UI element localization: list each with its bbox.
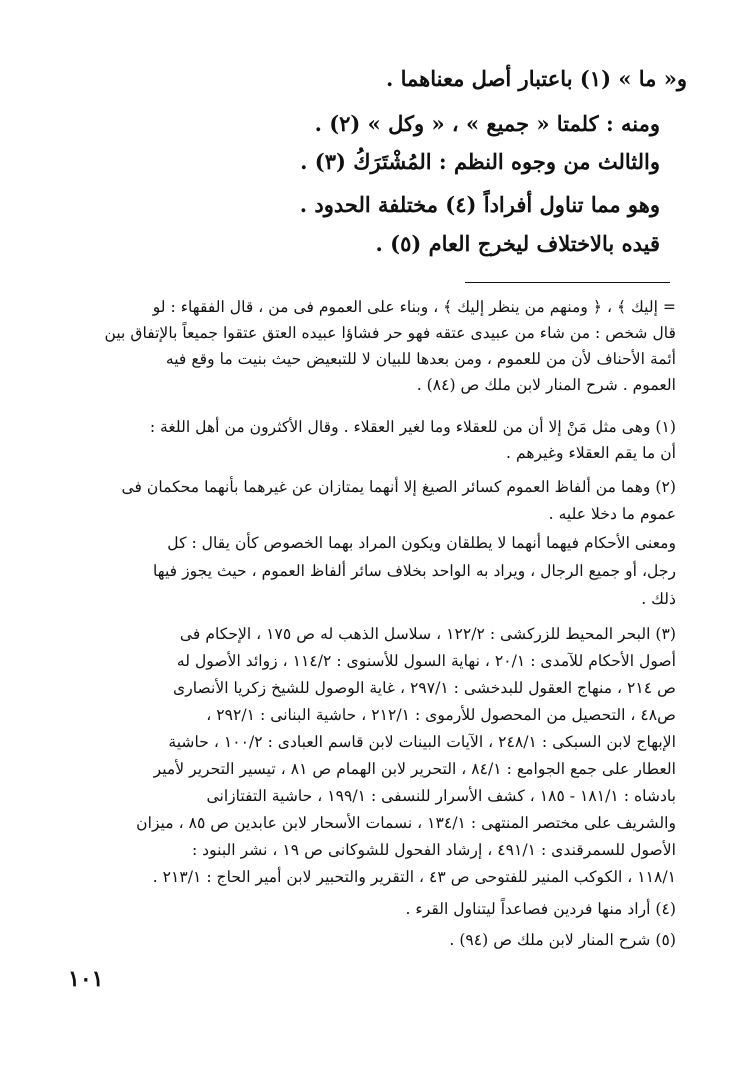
main-text-line-5: قيده بالاختلاف ليخرج العام (٥) . <box>375 231 660 256</box>
footnote-line: بادشاه : ١٨١/١ - ١٨٥ ، كشف الأسرار للنسفى : ١٩٩/١ ، حاشية التفتازانى <box>206 787 676 805</box>
footnote-line: الأصول للسمرقندى : ٤٩١/١ ، إرشاد الفحول للشوكانى ص ١٩ ، نشر البنود : <box>191 841 676 859</box>
main-text-line-3: والثالث من وجوه النظم : المُشْتَرَكُ (٣) . <box>300 149 660 174</box>
footnote-line: والشريف على مختصر المنتهى : ١٣٤/١ ، نسمات الأسحار لابن عابدين ص ٨٥ ، ميزان <box>136 814 676 832</box>
footnote-line: (٢) وهما من ألفاظ العموم كسائر الصيغ إلا أنهما يمتازان عن غيرهما بأنهما محكمان فى <box>121 478 676 496</box>
footnote-line: الإبهاج لابن السبكى : ٢٤٨/١ ، الآيات البينات لابن قاسم العبادى : ١٠٠/٢ ، حاشية <box>168 733 676 751</box>
footnote-line: (٤) أراد منها فردين فصاعداً ليتناول القرء . <box>405 900 676 918</box>
main-text-line-4: وهو مما تناول أفراداً (٤) مختلفة الحدود . <box>299 192 660 217</box>
footnote-line: ص ٢١٤ ، منهاج العقول للبدخشى : ٢٩٧/١ ، غاية الوصول للشيخ زكريا الأنصارى <box>172 679 676 697</box>
footnote-line: (١) وهى مثل مَنْ إلا أن من للعقلاء وما لغير العقلاء . وقال الأكثرون من أهل اللغة : <box>149 418 676 436</box>
main-text-line-2: ومنه : كلمتا « جميع » ، « وكل » (٢) . <box>314 111 660 136</box>
footnote-line: ص٤٨ ، التحصيل من المحصول للأرموى : ٢١٢/١ ، حاشية البنانى : ٢٩٢/١ ، <box>206 706 676 724</box>
footnote-line: قال شخص : من شاء من عبيدى عتقه فهو حر فشاؤا عبيده العتق عتقوا جميعاً بالإتفاق بين <box>104 324 676 342</box>
footnote-line: عموم ما دخلا عليه . <box>548 505 676 523</box>
footnote-line: (٥) شرح المنار لابن ملك ص (٩٤) . <box>449 931 676 949</box>
footnote-line: ذلك . <box>641 590 676 608</box>
footnote-line: ١١٨/١ ، الكوكب المنير للفتوحى ص ٤٣ ، التقرير والتحبير لابن أمير الحاج : ٢١٣/١ . <box>152 868 676 886</box>
footnote-line: رجل، أو جميع الرجال ، ويراد به الواحد بخلاف سائر ألفاظ العموم ، حيث يجوز فيها <box>153 562 676 580</box>
page-number: ١٠١ <box>68 966 104 992</box>
footnote-line: أن ما يقم العقلاء وغيرهم . <box>506 444 676 462</box>
footnote-line: ومعنى الأحكام فيهما أنهما لا يطلقان ويكون المراد بهما الخصوص كأن يقال : كل <box>167 534 676 552</box>
footnote-separator <box>465 282 670 283</box>
footnote-line: أصول الأحكام للآمدى : ٢٠/١ ، نهاية السول للأسنوى : ١١٤/٢ ، زوائد الأصول له <box>176 652 676 670</box>
footnote-line: (٣) البحر المحيط للزركشى : ١٢٢/٢ ، سلاسل الذهب له ص ١٧٥ ، الإحكام فى <box>179 625 676 643</box>
main-text-line-1: و« ما » (١) باعتبار أصل معناهما . <box>386 66 687 91</box>
footnote-line: العموم . شرح المنار لابن ملك ص (٨٤) . <box>416 376 676 394</box>
footnote-line: أئمة الأحناف لأن من للعموم ، ومن بعدها للبيان لا للتبعيض حيث بنيت ما وقع فيه <box>165 350 676 368</box>
footnote-line: العطار على جمع الجوامع : ٨٤/١ ، التحرير لابن الهمام ص ٨١ ، تيسير التحرير لأمير <box>153 760 676 778</box>
footnote-line: = إليك ﴾ ، ﴿ ومنهم من ينظر إليك ﴾ ، وبناء على العموم فى من ، قال الفقهاء : لو <box>152 298 676 316</box>
